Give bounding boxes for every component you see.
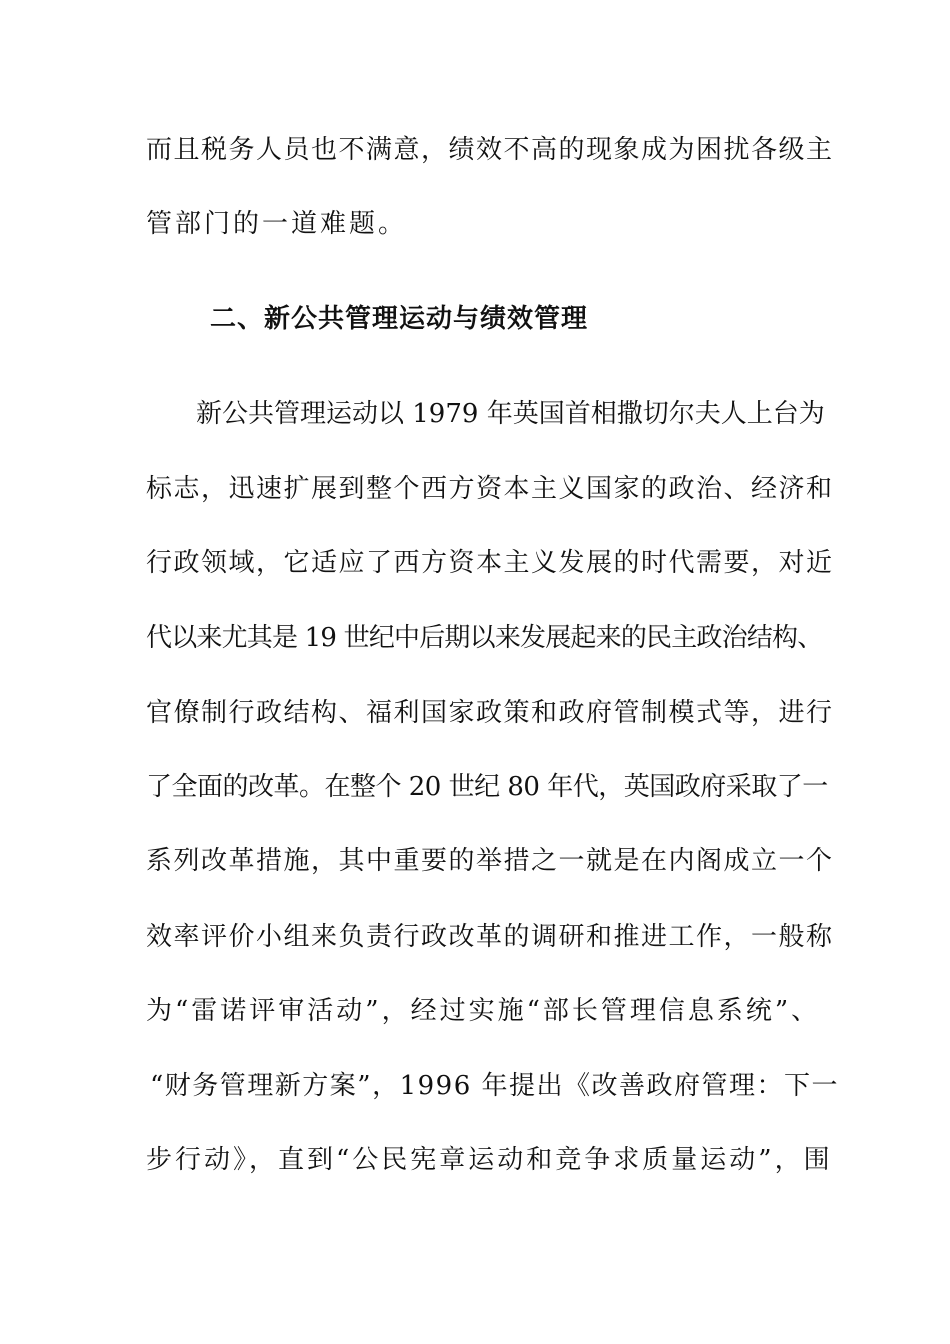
section-heading: 二、新公共管理运动与绩效管理 <box>210 304 589 334</box>
text-line: 而且税务人员也不满意，绩效不高的现象成为困扰各级主 <box>146 135 834 165</box>
text-line: 官僚制行政结构、福利国家政策和政府管制模式等，进行 <box>146 698 834 728</box>
text-line: 效率评价小组来负责行政改革的调研和推进工作，一般称 <box>146 922 834 952</box>
text-line: 步行动》，直到“公民宪章运动和竞争求质量运动”，围 <box>146 1145 833 1175</box>
text-line: 了全面的改革。在整个 20 世纪 80 年代，英国政府采取了一 <box>146 772 828 802</box>
text-line: 标志，迅速扩展到整个西方资本主义国家的政治、经济和 <box>146 474 834 504</box>
text-line: 代以来尤其是 19 世纪中后期以来发展起来的民主政治结构、 <box>146 623 823 653</box>
text-line: 行政领域，它适应了西方资本主义发展的时代需要，对近 <box>146 548 834 578</box>
text-line: 为“雷诺评审活动”，经过实施“部长管理信息系统”、 <box>146 996 821 1026</box>
text-line: “财务管理新方案”，1996 年提出《改善政府管理：下一 <box>150 1071 840 1101</box>
text-line: 系列改革措施，其中重要的举措之一就是在内阁成立一个 <box>146 846 834 876</box>
text-line: 新公共管理运动以 1979 年英国首相撒切尔夫人上台为 <box>196 399 825 429</box>
text-line: 管部门的一道难题。 <box>146 209 408 239</box>
